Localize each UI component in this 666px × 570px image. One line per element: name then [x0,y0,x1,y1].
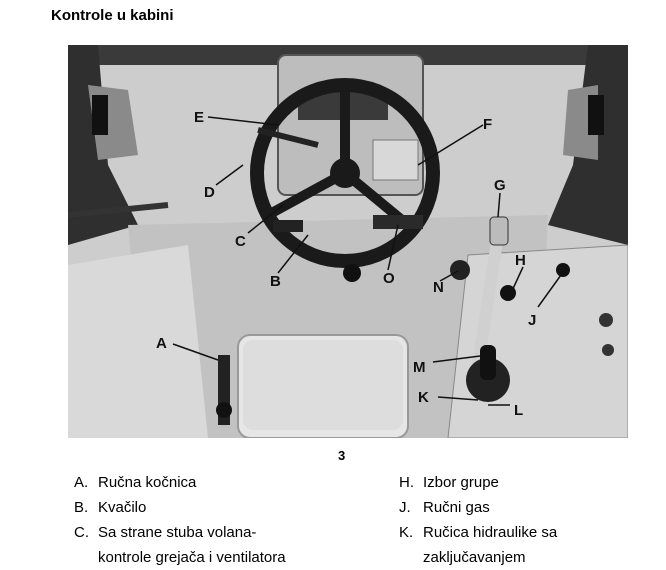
callout-label: C [235,233,246,250]
callout-label: N [433,279,444,296]
callout-label: A [156,335,167,352]
callout-label: K [418,389,429,406]
legend-item-continued: kontrole grejača i ventilatora [98,549,286,566]
legend-item: C. Sa strane stuba volana- [74,524,257,541]
callout-label: O [383,270,395,287]
cab-controls-photo [68,45,628,438]
callout-label: H [515,252,526,269]
cab-illustration [68,45,628,438]
callout-label: B [270,273,281,290]
callout-label: D [204,184,215,201]
callout-label: J [528,312,537,329]
legend-item: K. Ručica hidraulike sa [399,524,558,541]
callout-label: E [194,109,205,126]
callout-label: G [494,177,506,194]
callout-label: L [514,402,524,419]
callout-label: M [413,359,426,376]
legend-item: A. Ručna kočnica [74,474,197,491]
page-title: Kontrole u kabini [51,7,174,24]
legend-item: H. Izbor grupe [399,474,499,491]
legend-item: J. Ručni gas [399,499,490,516]
legend-right [399,470,557,570]
legend-left [74,470,286,570]
callout-label: F [483,116,493,133]
legend-item: B. Kvačilo [74,499,147,516]
figure-number: 3 [338,448,346,463]
legend-item-continued: zaključavanjem [423,549,526,566]
